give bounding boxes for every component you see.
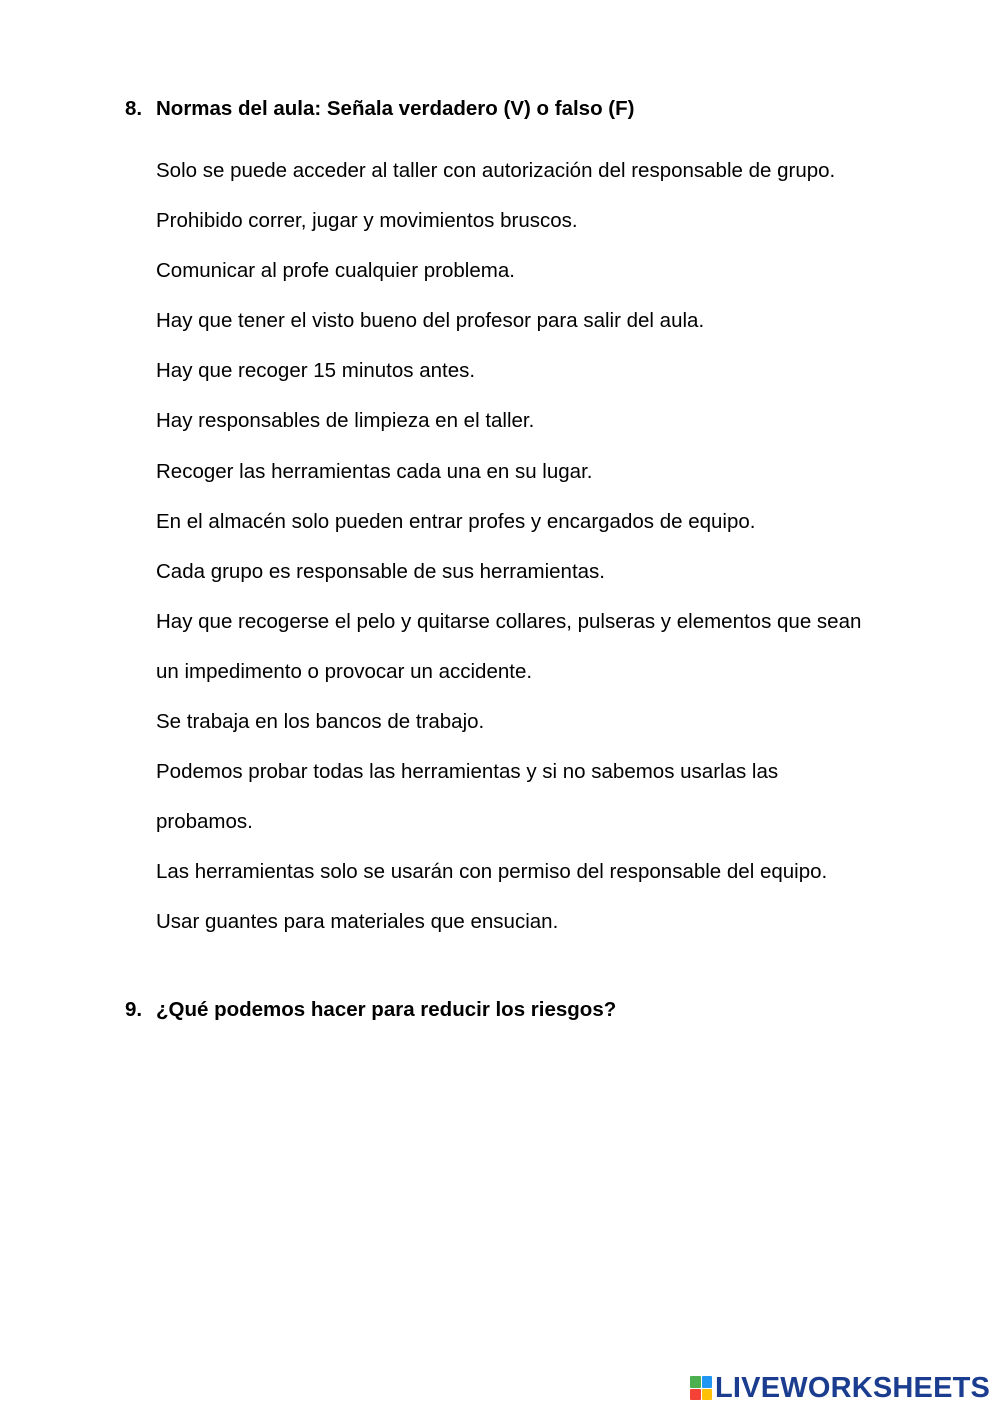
logo-mark-square — [702, 1376, 713, 1388]
statement-item: Solo se puede acceder al taller con autorización del responsable de grupo. — [156, 159, 836, 182]
logo-text: LIVEWORKSHEETS — [715, 1372, 991, 1404]
statement-item: Prohibido correr, jugar y movimientos bruscos. — [156, 209, 578, 233]
logo-mark-square — [690, 1389, 701, 1401]
logo-mark-square — [690, 1376, 701, 1388]
statement-item: Recoger las herramientas cada una en su lugar. — [156, 459, 593, 483]
question-9-title: ¿Qué podemos hacer para reducir los riesgos? — [156, 998, 617, 1021]
statement-item: Hay que tener el visto bueno del profesor para salir del aula. — [156, 309, 705, 333]
statement-item: Se trabaja en los bancos de trabajo. — [156, 710, 485, 734]
statement-item: Hay que recogerse el pelo y quitarse collares, pulseras y elementos que sean un impedimento o provocar un accidente. — [156, 609, 862, 683]
question-9-number: 9. — [125, 998, 143, 1021]
logo-mark-square — [702, 1389, 713, 1401]
statement-item: Cada grupo es responsable de sus herramientas. — [156, 559, 605, 583]
liveworksheets-mark-icon — [690, 1376, 712, 1400]
statement-item: Las herramientas solo se usarán con permiso del responsable del equipo. — [156, 860, 828, 884]
liveworksheets-logo — [690, 1372, 990, 1404]
statement-item: Hay responsables de limpieza en el taller. — [156, 409, 535, 433]
question-8-heading — [125, 97, 634, 121]
question-8-number: 8. — [125, 97, 143, 120]
statement-item: Podemos probar todas las herramientas y si no sabemos usarlas las probamos. — [156, 760, 779, 834]
question-9-heading — [125, 998, 616, 1022]
statement-item: Usar guantes para materiales que ensucian. — [156, 910, 559, 934]
question-8-title: Normas del aula: Señala verdadero (V) o falso (F) — [156, 97, 635, 120]
statement-item: Hay que recoger 15 minutos antes. — [156, 359, 476, 383]
statement-list — [156, 146, 916, 948]
statement-item: En el almacén solo pueden entrar profes y encargados de equipo. — [156, 509, 756, 533]
statement-item: Comunicar al profe cualquier problema. — [156, 259, 515, 283]
